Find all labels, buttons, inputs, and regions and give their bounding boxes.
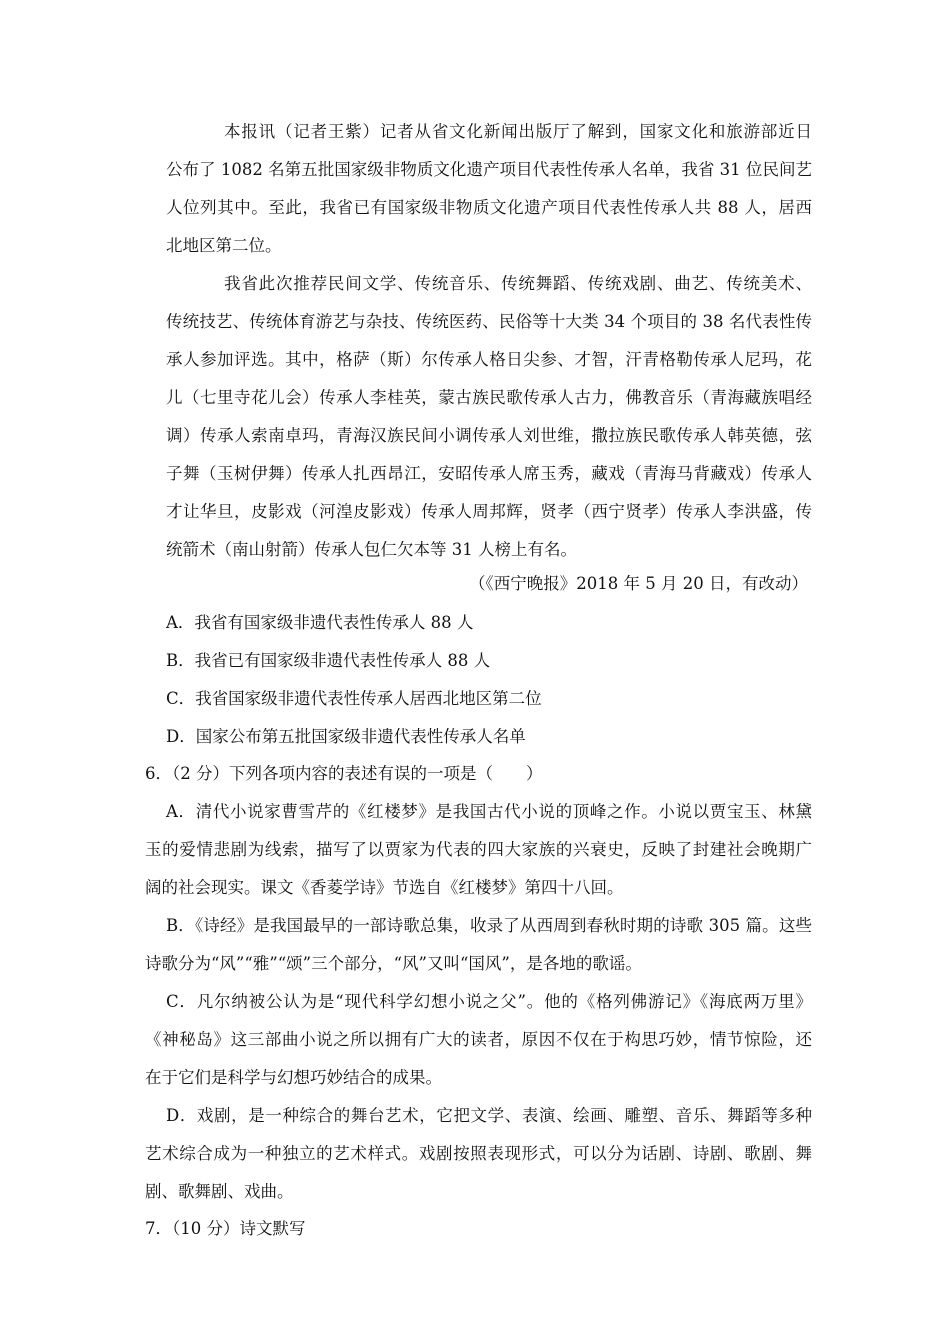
passage-para1-line4: 北地区第二位。 bbox=[166, 236, 282, 255]
q6-option-a-line3: 阔的社会现实。课文《香菱学诗》节选自《红楼梦》第四十八回。 bbox=[145, 878, 624, 897]
passage-para2-line7: 才让华旦，皮影戏（河湟皮影戏）传承人周邦辉，贤孝（西宁贤孝）传承人李洪盛，传 bbox=[166, 502, 812, 521]
passage-para2-line6: 子舞（玉树伊舞）传承人扎西昂江，安昭传承人席玉秀，藏戏（青海马背藏戏）传承人 bbox=[166, 464, 812, 483]
passage-para2-line1: 我省此次推荐民间文学、传统音乐、传统舞蹈、传统戏剧、曲艺、传统美术、 bbox=[224, 274, 812, 293]
q6-option-c-line1: C．凡尔纳被公认为是“现代科学幻想小说之父”。他的《格列佛游记》《海底两万里》 bbox=[166, 992, 812, 1011]
q6-option-b-line1: B．《诗经》是我国最早的一部诗歌总集，收录了从西周到春秋时期的诗歌 305 篇。这些 bbox=[166, 916, 812, 935]
q7-stem: 7．（10 分）诗文默写 bbox=[145, 1219, 306, 1238]
passage-para1-line3: 人位列其中。至此，我省已有国家级非物质文化遗产项目代表性传承人共 88 人，居西 bbox=[166, 198, 812, 217]
q6-option-a-line2: 玉的爱情悲剧为线索，描写了以贾家为代表的四大家族的兴衰史，反映了封建社会晚期广 bbox=[145, 840, 812, 859]
q6-option-b-line2: 诗歌分为“风”“雅”“颂”三个部分，“风”又叫“国风”，是各地的歌谣。 bbox=[145, 954, 642, 973]
passage-para1-line2: 公布了 1082 名第五批国家级非物质文化遗产项目代表性传承人名单，我省 31 位民间艺 bbox=[166, 160, 812, 179]
q5-option-b: B．我省已有国家级非遗代表性传承人 88 人 bbox=[166, 651, 491, 670]
q6-option-d-line3: 剧、歌舞剧、戏曲。 bbox=[145, 1182, 294, 1201]
passage-para1-line1: 本报讯（记者王紫）记者从省文化新闻出版厅了解到，国家文化和旅游部近日 bbox=[224, 122, 812, 141]
passage-para2-line2: 传统技艺、传统体育游艺与杂技、传统医药、民俗等十大类 34 个项目的 38 名代表性传 bbox=[166, 312, 812, 331]
q6-option-c-line3: 在于它们是科学与幻想巧妙结合的成果。 bbox=[145, 1068, 442, 1087]
passage-para2-line4: 儿（七里寺花儿会）传承人李桂英，蒙古族民歌传承人古力，佛教音乐（青海藏族唱经 bbox=[166, 388, 812, 407]
q5-option-c: C．我省国家级非遗代表性传承人居西北地区第二位 bbox=[166, 689, 542, 708]
q6-option-c-line2: 《神秘岛》这三部曲小说之所以拥有广大的读者，原因不仅在于构思巧妙，情节惊险，还 bbox=[145, 1030, 812, 1049]
q6-option-d-line1: D．戏剧，是一种综合的舞台艺术，它把文学、表演、绘画、雕塑、音乐、舞蹈等多种 bbox=[166, 1106, 812, 1125]
passage-source: （《西宁晚报》2018 年 5 月 20 日，有改动） bbox=[469, 574, 808, 593]
passage-para2-line8: 统箭术（南山射箭）传承人包仁欠本等 31 人榜上有名。 bbox=[166, 540, 577, 559]
passage-para2-line5: 调）传承人索南卓玛，青海汉族民间小调传承人刘世维，撒拉族民歌传承人韩英德，弦 bbox=[166, 426, 812, 445]
q6-stem: 6．（2 分）下列各项内容的表述有误的一项是（ ） bbox=[145, 764, 543, 783]
q5-option-a: A．我省有国家级非遗代表性传承人 88 人 bbox=[166, 613, 474, 632]
q5-option-d: D．国家公布第五批国家级非遗代表性传承人名单 bbox=[166, 727, 526, 746]
q6-option-a-line1: A．清代小说家曹雪芹的《红楼梦》是我国古代小说的顶峰之作。小说以贾宝玉、林黛 bbox=[166, 802, 812, 821]
passage-para2-line3: 承人参加评选。其中，格萨（斯）尔传承人格日尖参、才智，汗青格勒传承人尼玛，花 bbox=[166, 350, 812, 369]
q6-option-d-line2: 艺术综合成为一种独立的艺术样式。戏剧按照表现形式，可以分为话剧、诗剧、歌剧、舞 bbox=[145, 1144, 812, 1163]
